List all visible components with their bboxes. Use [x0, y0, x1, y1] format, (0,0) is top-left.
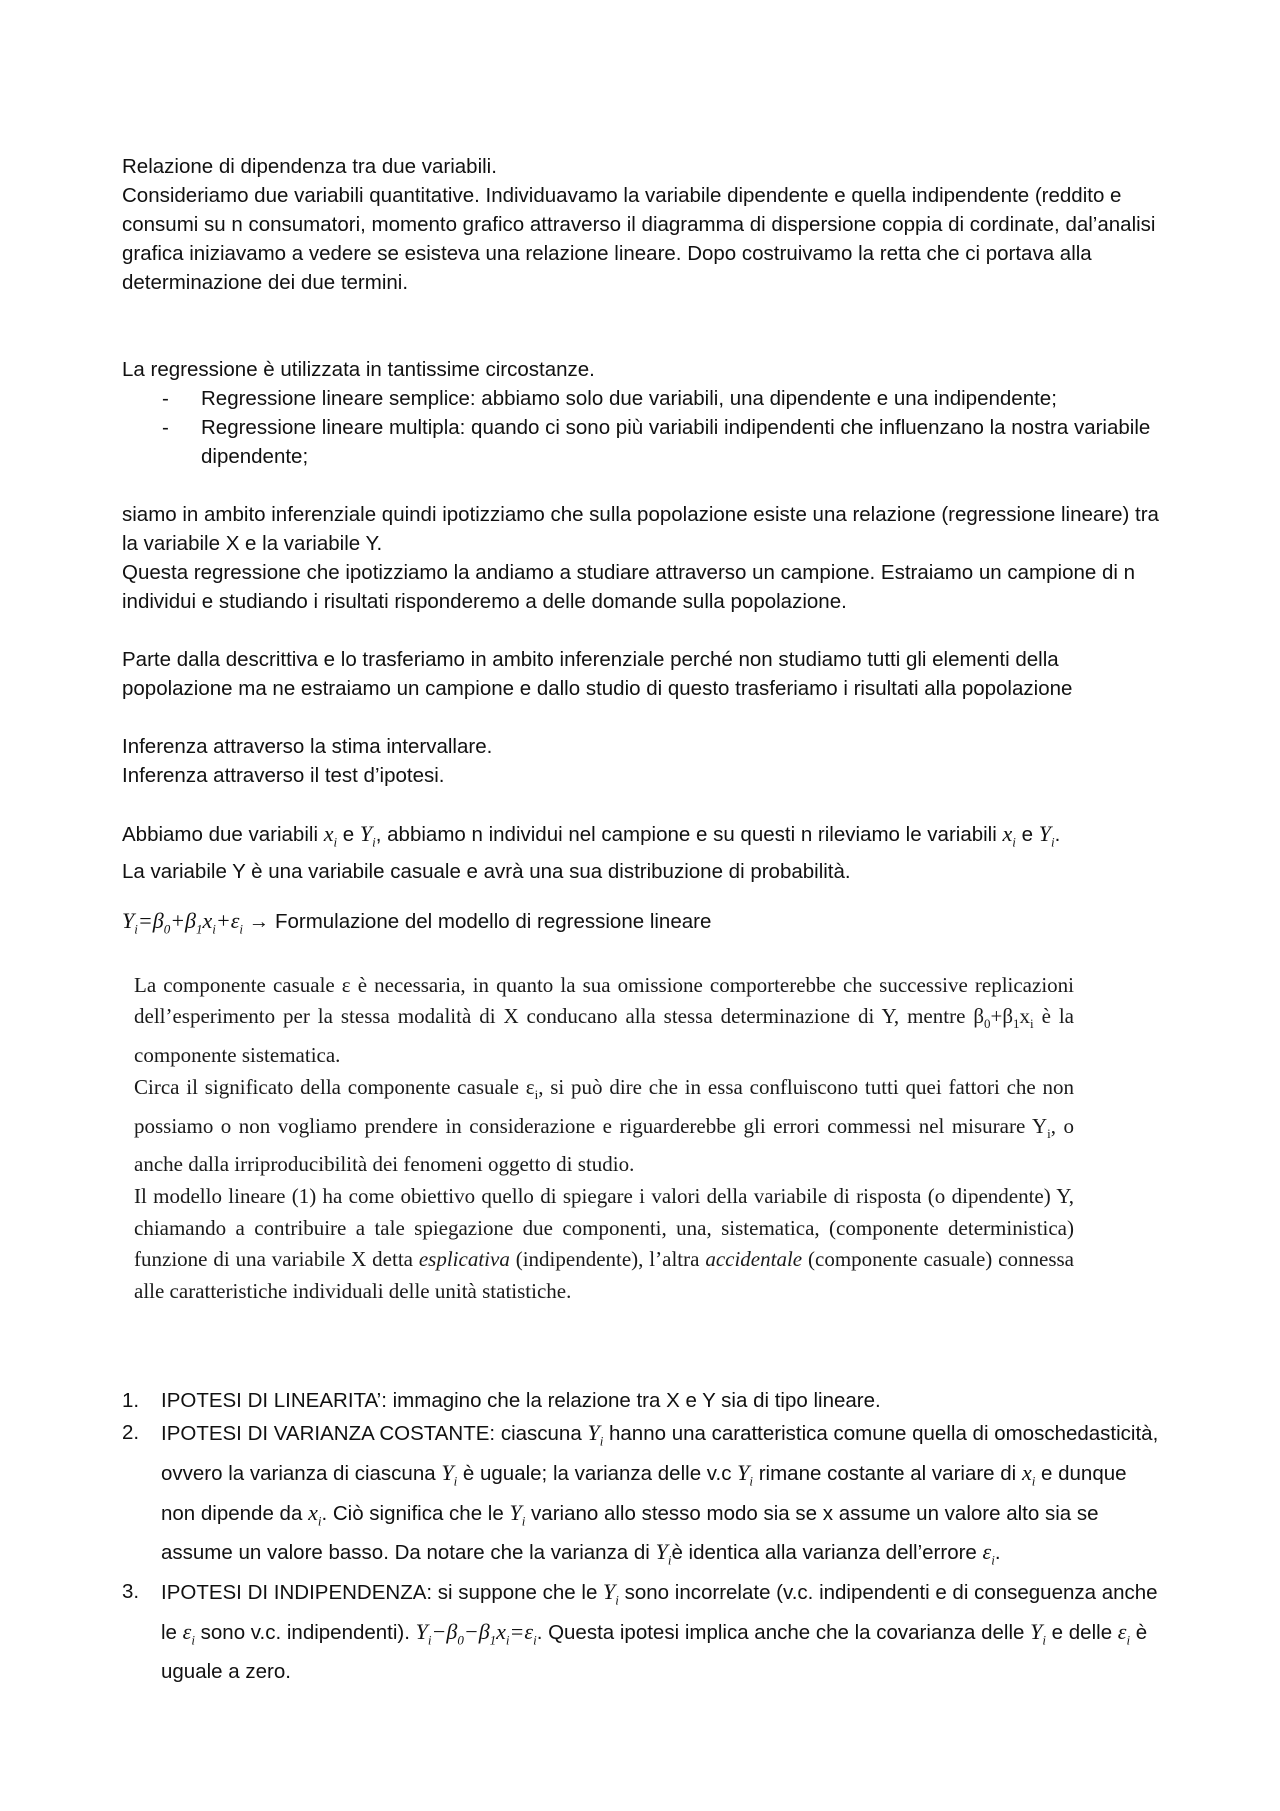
variables-line-2: La variabile Y è una variabile casuale e avrà una sua distribuzione di probabilità. — [122, 860, 851, 884]
regression-formula: $Y_i=\beta_0+\beta_1x_i+\varepsilon_i$ — [122, 908, 244, 937]
variables-paragraph: Abbiamo due variabili $x_i$ e $Y_i$, abbiamo n individui nel campione e su questi n rileviamo le variabili $x_i$ e $Y_i$. — [122, 821, 1061, 850]
model-equation: $Y_i=\beta_0+\beta_1x_i+\varepsilon_i$ → Formulazione del modello di regressione lineare — [122, 908, 712, 937]
inferential-paragraph-1: siamo in ambito inferenziale quindi ipotizziamo che sulla popolazione esiste una relazione (regressione lineare) tra la variabile X e la variabile Y. — [122, 503, 1159, 555]
hypothesis-independence: 3. IPOTESI DI INDIPENDENZA: si suppone che le $Y_i$ sono incorrelate (v.c. indipendenti e di conseguenza anche le $\varepsilon_i$ sono v.c. indipendenti). $Y_i-\beta_0-\beta_1x_i=\varepsilon_i$. Questa ipotesi implica anche che la covarianza delle $Y_i$ e delle $\varepsilon_i$ è uguale a zero. — [122, 1579, 1158, 1684]
quote-sentence-3: Il modello lineare (1) ha come obiettivo quello di spiegare i valori della variabile di risposta (o dipendente) Y, chiamando a contribuire a tale spiegazione due componenti, una, sistematica, (componente deterministica) funzione di una variabile X detta esplicativa (indipendente), l’altra accidentale (componente casuale) connessa alle caratteristiche individuali delle unità statistiche. — [134, 1183, 1074, 1303]
regression-list — [122, 384, 1162, 471]
quote-sentence-2: Circa il significato della componente casuale $\varepsilon_i$, si può dire che in essa confluiscono tutti quei fattori che non possiamo o non vogliamo prendere in considerazione e riguarderebbe gli errori commessi nel misurare $Y_i$, o anche dalla irriproducibilità dei fenomeni oggetto di studio. — [134, 1074, 1074, 1177]
list-item: - Regressione lineare multipla: quando ci sono più variabili indipendenti che influenzano la nostra variabile dipendente; — [162, 416, 1151, 468]
descriptive-paragraph: Parte dalla descrittiva e lo trasferiamo in ambito inferenziale perché non studiamo tutti gli elementi della popolazione ma ne estraiamo un campione e dallo studio di questo trasferiamo i risultati alla popolazione — [122, 648, 1073, 700]
inference-line-2: Inferenza attraverso il test d’ipotesi. — [122, 764, 445, 787]
quoted-excerpt — [134, 970, 1074, 1308]
list-item: - Regressione lineare semplice: abbiamo solo due variabili, una dipendente e una indipendente; — [162, 387, 1057, 410]
intro-body: Consideriamo due variabili quantitative. Individuavamo la variabile dipendente e quella indipendente (reddito e consumi su n consumatori, momento grafico attraverso il diagramma di dispersione coppia di cordinate, dal’analisi grafica iniziavamo a vedere se esisteva una relazione lineare. Dopo costruivamo la retta che ci portava alla determinazione dei due termini. — [122, 184, 1156, 294]
inference-line-1: Inferenza attraverso la stima intervallare. — [122, 735, 493, 758]
hypothesis-constant-variance: 2. IPOTESI DI VARIANZA COSTANTE: ciascuna $Y_i$ hanno una caratteristica comune quella di omoschedasticità, ovvero la varianza di ciascuna $Y_i$ è uguale; la varianza delle v.c $Y_i$ rimane costante al variare di $x_i$ e dunque non dipende da $x_i$. Ciò significa che le $Y_i$ variano allo stesso modo sia se x assume un valore alto sia se assume un valore basso. Da notare che la varianza di $Y_iè$ identica alla varianza dell’errore $\varepsilon_i$. — [122, 1419, 1159, 1568]
hypothesis-linearity: 1. IPOTESI DI LINEARITA’: immagino che la relazione tra X e Y sia di tipo lineare. — [122, 1389, 881, 1413]
regression-lead: La regressione è utilizzata in tantissime circostanze. — [122, 358, 595, 381]
document-page — [122, 152, 1162, 1688]
hypotheses-list — [122, 1385, 1162, 1687]
inferential-paragraph-2: Questa regressione che ipotizziamo la andiamo a studiare attraverso un campione. Estraiamo un campione di n individui e studiando i risultati risponderemo a delle domande sulla popolazione. — [122, 561, 1136, 613]
quote-sentence-1: La componente casuale ε è necessaria, in quanto la sua omissione comporterebbe che successive replicazioni dell’esperimento per la stessa modalità di X conducano alla stessa determinazione di Y, mentre $\beta_0+\beta_1x_i$ è la componente sistematica. — [134, 972, 1074, 1068]
intro-title: Relazione di dipendenza tra due variabili. — [122, 155, 497, 178]
